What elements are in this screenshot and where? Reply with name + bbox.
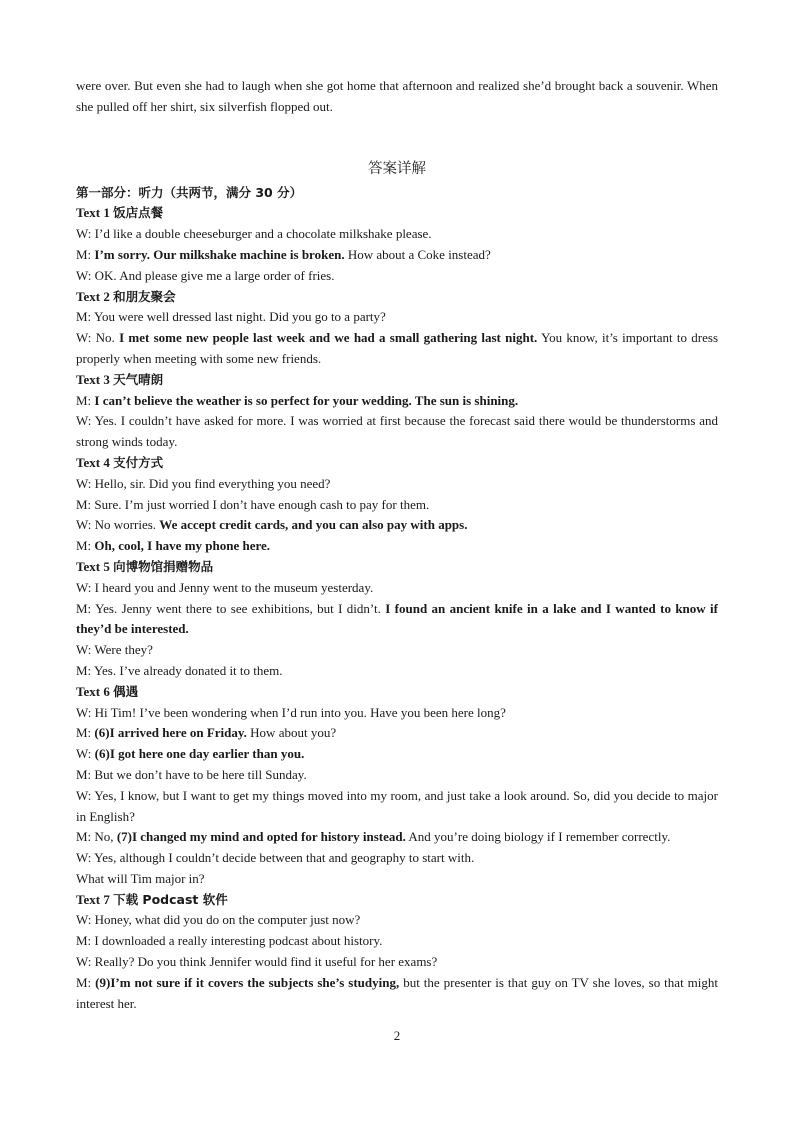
dialogue-line xyxy=(76,307,718,328)
answer-evidence: (6)I got here one day earlier than you. xyxy=(94,746,305,762)
dialogue-line xyxy=(76,744,718,765)
dialogue-line xyxy=(76,495,718,516)
text-block xyxy=(76,682,718,890)
text-heading xyxy=(76,557,718,578)
text-heading-topic: 偶遇 xyxy=(113,683,139,699)
dialogue-line xyxy=(76,765,718,786)
dialogue-text: Really? Do you think Jennifer would find it useful for her exams? xyxy=(94,954,438,970)
text-heading-label: Text 7 xyxy=(76,891,114,907)
answer-evidence: Oh, cool, I have my phone here. xyxy=(94,538,271,554)
speaker-label: W: xyxy=(76,267,95,283)
text-block xyxy=(76,890,718,1015)
speaker-label: W: xyxy=(76,704,95,720)
dialogue-text: Hello, sir. Did you find everything you need? xyxy=(94,475,331,491)
text-heading xyxy=(76,203,718,224)
dialogue-line xyxy=(76,474,718,495)
text-heading-topic: 向博物馆捐赠物品 xyxy=(113,558,214,574)
text-block xyxy=(76,557,718,682)
dialogue-text: No. xyxy=(95,330,120,346)
speaker-label: W: xyxy=(76,226,95,242)
text-heading-label: Text 3 xyxy=(76,371,114,387)
dialogue-text: Were they? xyxy=(94,642,153,658)
dialogue-line xyxy=(76,391,718,412)
dialogue-text: but the presenter is that guy on TV she loves, so that might interest her. xyxy=(76,974,718,1011)
text-heading-topic: 和朋友聚会 xyxy=(113,288,176,304)
dialogue-line xyxy=(76,910,718,931)
dialogue-line xyxy=(76,224,718,245)
dialogue-line xyxy=(76,578,718,599)
dialogue-line xyxy=(76,536,718,557)
speaker-label: M: xyxy=(76,496,95,512)
speaker-label: M: xyxy=(76,662,94,678)
dialogue-line xyxy=(76,515,718,536)
dialogue-line xyxy=(76,786,718,828)
text-heading xyxy=(76,453,718,474)
answer-evidence: I can’t believe the weather is so perfect for your wedding. The sun is shining. xyxy=(94,392,519,408)
page-number: 2 xyxy=(393,1028,401,1043)
speaker-label: W: xyxy=(76,475,95,491)
speaker-label: M: xyxy=(76,933,95,949)
dialogue-text: I downloaded a really interesting podcast about history. xyxy=(94,933,383,949)
dialogue-line xyxy=(76,703,718,724)
text-heading-label: Text 4 xyxy=(76,454,114,470)
dialogue-line xyxy=(76,245,718,266)
answer-evidence: (9)I’m not sure if it covers the subjects she’s studying, xyxy=(95,974,400,990)
text-heading xyxy=(76,682,718,703)
dialogue-line xyxy=(76,973,718,1015)
dialogue-text: How about you? xyxy=(246,725,337,741)
text-heading xyxy=(76,287,718,308)
dialogue-text: Yes. I couldn’t have asked for more. I was worried at first because the forecast said there would be thunderstorms and strong winds today. xyxy=(76,413,718,450)
dialogue-text: I’d like a double cheeseburger and a chocolate milkshake please. xyxy=(94,226,432,242)
dialogue-line xyxy=(76,952,718,973)
text-heading-label: Text 5 xyxy=(76,558,114,574)
dialogue-line xyxy=(76,328,718,370)
text-heading-label: Text 1 xyxy=(76,205,114,221)
answer-evidence: (7)I changed my mind and opted for history instead. xyxy=(116,829,406,845)
dialogue-text: And you’re doing biology if I remember correctly. xyxy=(405,829,671,845)
text-block xyxy=(76,203,718,286)
text-heading-topic: 饭店点餐 xyxy=(113,205,164,221)
dialogue-line xyxy=(76,599,718,641)
answer-evidence: (6)I arrived here on Friday. xyxy=(94,725,247,741)
section-title: 第一部分：听力（共两节，满分 30 分） xyxy=(76,184,303,200)
dialogue-line xyxy=(76,931,718,952)
answer-title: 答案详解 xyxy=(368,160,426,177)
listening-texts xyxy=(76,203,718,1014)
dialogue-text: Hi Tim! I’ve been wondering when I’d run into you. Have you been here long? xyxy=(94,704,506,720)
speaker-label: M: xyxy=(76,600,96,616)
speaker-label: W: xyxy=(76,787,95,803)
speaker-label: W: xyxy=(76,746,95,762)
intro-paragraph: were over. But even she had to laugh when she got home that afternoon and realized she’d brought back a souvenir. When she pulled off her shirt, six silverfish flopped out. xyxy=(76,78,718,114)
dialogue-text: Yes. I’ve already donated it to them. xyxy=(93,662,283,678)
speaker-label: W: xyxy=(76,413,95,429)
speaker-label: M: xyxy=(76,538,95,554)
speaker-label: M: xyxy=(76,974,96,990)
text-block xyxy=(76,287,718,370)
speaker-label: M: xyxy=(76,392,95,408)
speaker-label: M: xyxy=(76,246,95,262)
text-heading-topic: 支付方式 xyxy=(113,454,164,470)
dialogue-line xyxy=(76,827,718,848)
dialogue-line xyxy=(76,640,718,661)
speaker-label: W: xyxy=(76,642,95,658)
text-block xyxy=(76,453,718,557)
dialogue-text: No worries. xyxy=(94,517,160,533)
dialogue-text: But we don’t have to be here till Sunday. xyxy=(94,766,307,782)
dialogue-line xyxy=(76,266,718,287)
dialogue-text: No, xyxy=(94,829,117,845)
dialogue-text: OK. And please give me a large order of fries. xyxy=(94,267,335,283)
dialogue-line xyxy=(76,869,718,890)
speaker-label: M: xyxy=(76,766,95,782)
text-block xyxy=(76,370,718,453)
answer-evidence: We accept credit cards, and you can also pay with apps. xyxy=(159,517,468,533)
dialogue-text: You know, it’s important to dress properly when meeting with some new friends. xyxy=(76,330,719,366)
dialogue-text: What will Tim major in? xyxy=(76,870,205,886)
speaker-label: W: xyxy=(76,850,95,866)
dialogue-text: Yes, I know, but I want to get my things moved into my room, and just take a look around. So, did you decide to major in English? xyxy=(76,787,718,824)
answer-evidence: I found an ancient knife in a lake and I wanted to know if they’d be interested. xyxy=(76,600,718,637)
answer-evidence: I’m sorry. Our milkshake machine is broken. xyxy=(94,246,345,262)
dialogue-line xyxy=(76,411,718,453)
dialogue-line xyxy=(76,848,718,869)
dialogue-text: Honey, what did you do on the computer just now? xyxy=(94,912,361,928)
dialogue-text: Yes, although I couldn’t decide between that and geography to start with. xyxy=(94,850,475,866)
dialogue-text: I heard you and Jenny went to the museum yesterday. xyxy=(94,579,374,595)
dialogue-text: Sure. I’m just worried I don’t have enough cash to pay for them. xyxy=(94,496,430,512)
speaker-label: W: xyxy=(76,579,95,595)
text-heading-label: Text 6 xyxy=(76,683,114,699)
dialogue-text: How about a Coke instead? xyxy=(344,246,491,262)
speaker-label: W: xyxy=(76,517,95,533)
dialogue-line xyxy=(76,723,718,744)
text-heading xyxy=(76,370,718,391)
text-heading-label: Text 2 xyxy=(76,288,114,304)
dialogue-text: Yes. Jenny went there to see exhibitions, but I didn’t. xyxy=(95,600,386,616)
speaker-label: W: xyxy=(76,912,95,928)
page-content xyxy=(76,76,718,1014)
speaker-label: W: xyxy=(76,330,96,346)
text-heading xyxy=(76,890,718,911)
speaker-label: M: xyxy=(76,725,95,741)
text-heading-topic: 下载 Podcast 软件 xyxy=(113,891,228,907)
text-heading-topic: 天气晴朗 xyxy=(113,371,164,387)
answer-evidence: I met some new people last week and we had a small gathering last night. xyxy=(119,330,538,346)
speaker-label: M: xyxy=(76,829,95,845)
dialogue-line xyxy=(76,661,718,682)
dialogue-text: You were well dressed last night. Did you go to a party? xyxy=(93,309,386,325)
speaker-label: W: xyxy=(76,954,95,970)
speaker-label: M: xyxy=(76,309,94,325)
